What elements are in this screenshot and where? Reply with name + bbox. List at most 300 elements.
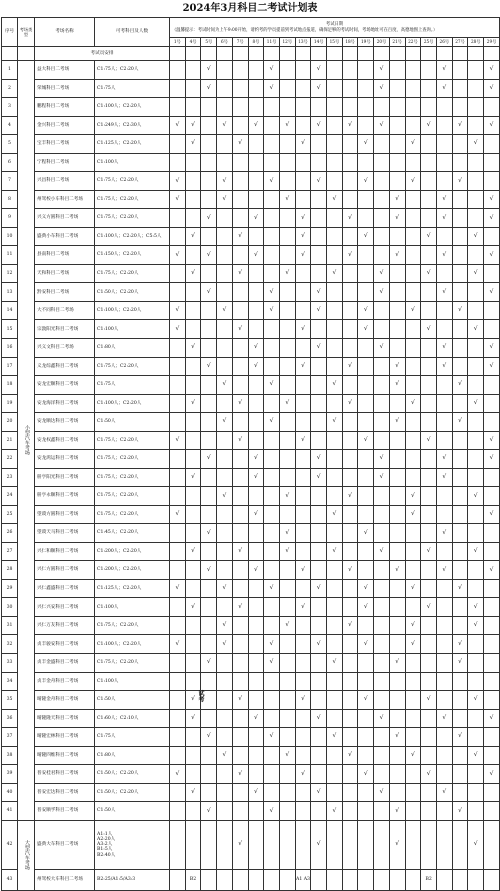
day-cell — [484, 654, 500, 673]
venue-capacity: C1:50人；C2:20人 — [95, 283, 170, 302]
day-cell — [248, 746, 264, 765]
venue-name: 宗敦阳光科目二考场 — [35, 320, 95, 339]
day-cell: √ — [201, 802, 217, 821]
day-cell — [342, 413, 358, 432]
day-cell: √ — [358, 301, 374, 320]
venue-capacity: C1:75人；C2:20人 — [95, 654, 170, 673]
day-cell — [295, 468, 311, 487]
day-cell — [484, 579, 500, 598]
day-cell — [358, 190, 374, 209]
venue-capacity: C1:100人；C2:20人；C5:5人 — [95, 227, 170, 246]
day-cell — [279, 413, 295, 432]
day-cell — [327, 691, 343, 710]
day-cell — [201, 301, 217, 320]
day-cell — [232, 61, 248, 80]
day-cell — [405, 450, 421, 469]
day-cell — [264, 264, 280, 283]
day-cell — [421, 209, 437, 228]
day-cell — [468, 190, 484, 209]
day-cell — [421, 135, 437, 154]
day-cell — [232, 413, 248, 432]
day-cell: √ — [468, 542, 484, 561]
day-cell — [311, 561, 327, 580]
venue-name: 兴仁和顺科目二考场 — [35, 542, 95, 561]
day-cell — [389, 116, 405, 135]
day-cell: √ — [484, 190, 500, 209]
day-cell — [295, 301, 311, 320]
day-cell — [264, 98, 280, 117]
day-cell: √ — [468, 264, 484, 283]
day-cell: √ — [342, 487, 358, 506]
venue-name: 安龙鸿运科目二考场 — [35, 450, 95, 469]
table-row — [2, 505, 500, 524]
day-cell — [217, 153, 233, 172]
day-cell — [327, 431, 343, 450]
day-cell — [436, 765, 452, 784]
day-header: 29号 — [484, 38, 500, 47]
day-cell — [421, 561, 437, 580]
day-cell: √ — [421, 765, 437, 784]
day-cell — [248, 172, 264, 191]
day-cell — [185, 450, 201, 469]
day-cell: √ — [374, 116, 390, 135]
capacity-line: A1:1人 — [97, 831, 113, 837]
venue-name: 普安顺孚科目二考场 — [35, 802, 95, 821]
day-cell — [484, 802, 500, 821]
day-cell — [279, 61, 295, 80]
day-cell — [358, 376, 374, 395]
day-cell — [264, 505, 280, 524]
day-cell — [374, 691, 390, 710]
day-cell: √ — [389, 802, 405, 821]
day-cell — [279, 431, 295, 450]
day-cell — [358, 746, 374, 765]
day-cell: √ — [468, 320, 484, 339]
day-cell — [374, 320, 390, 339]
day-cell — [468, 450, 484, 469]
day-cell: √ — [342, 116, 358, 135]
day-cell: √ — [201, 561, 217, 580]
day-cell: √ — [484, 561, 500, 580]
day-cell: √ — [264, 376, 280, 395]
day-cell: √ — [358, 579, 374, 598]
day-cell — [295, 524, 311, 543]
day-cell: √ — [248, 505, 264, 524]
day-cell — [201, 413, 217, 432]
venue-capacity: C1:100人；C2:20人 — [95, 635, 170, 654]
day-cell — [374, 869, 390, 890]
day-cell — [279, 654, 295, 673]
day-cell — [452, 135, 468, 154]
day-cell — [468, 357, 484, 376]
row-no: 12 — [2, 264, 18, 283]
day-cell — [295, 542, 311, 561]
venue-capacity: C1:100人；C2:20人 — [95, 98, 170, 117]
day-cell — [295, 413, 311, 432]
day-cell: √ — [327, 802, 343, 821]
day-cell: √ — [217, 413, 233, 432]
day-cell — [484, 672, 500, 691]
day-cell — [452, 783, 468, 802]
day-cell: √ — [201, 728, 217, 747]
day-cell — [295, 450, 311, 469]
day-cell — [342, 598, 358, 617]
day-cell — [484, 487, 500, 506]
venue-capacity: C1:75人；C2:20人 — [95, 616, 170, 635]
day-cell: √ — [468, 487, 484, 506]
day-cell — [452, 598, 468, 617]
day-cell — [264, 746, 280, 765]
venue-capacity: C1:75人；C2:20人 — [95, 61, 170, 80]
table-row — [2, 190, 500, 209]
row-no: 34 — [2, 672, 18, 691]
section-cell — [248, 47, 264, 61]
day-cell — [374, 135, 390, 154]
day-cell — [436, 691, 452, 710]
day-cell — [342, 802, 358, 821]
day-cell: √ — [232, 394, 248, 413]
day-cell: √ — [311, 783, 327, 802]
table-row — [2, 79, 500, 98]
day-cell — [342, 709, 358, 728]
section-label: 考试员安排 — [35, 47, 170, 61]
day-cell — [436, 672, 452, 691]
capacity-line: A2:20人 — [97, 836, 116, 842]
venue-capacity: B2:25/A1:5/A3:3 — [95, 869, 170, 890]
day-cell — [389, 579, 405, 598]
day-cell — [421, 746, 437, 765]
day-cell: √ — [421, 431, 437, 450]
day-cell — [185, 672, 201, 691]
venue-capacity: C1:125人；C2:20人 — [95, 135, 170, 154]
day-cell — [185, 635, 201, 654]
day-cell — [452, 246, 468, 265]
day-cell: √ — [374, 709, 390, 728]
day-cell: B2 — [421, 869, 437, 890]
day-cell — [421, 376, 437, 395]
venue-capacity: C1:75人；C2:20人 — [95, 190, 170, 209]
day-cell — [295, 283, 311, 302]
day-cell — [358, 802, 374, 821]
day-cell: √ — [405, 746, 421, 765]
day-cell: √ — [452, 635, 468, 654]
day-cell — [185, 654, 201, 673]
day-cell — [217, 227, 233, 246]
day-cell — [170, 524, 186, 543]
day-cell — [279, 153, 295, 172]
day-cell — [201, 598, 217, 617]
header-name: 考场名称 — [35, 18, 95, 47]
day-cell — [358, 616, 374, 635]
day-cell — [232, 301, 248, 320]
day-cell — [232, 505, 248, 524]
day-cell — [342, 869, 358, 890]
day-cell — [311, 524, 327, 543]
table-row — [2, 301, 500, 320]
day-cell — [264, 209, 280, 228]
day-cell — [484, 598, 500, 617]
day-cell: √ — [436, 338, 452, 357]
day-cell — [484, 227, 500, 246]
day-cell: √ — [468, 691, 484, 710]
day-cell: √ — [484, 283, 500, 302]
day-cell — [311, 487, 327, 506]
day-cell: √ — [358, 320, 374, 339]
day-cell — [342, 61, 358, 80]
day-cell: √ — [201, 283, 217, 302]
day-cell — [436, 728, 452, 747]
day-cell — [484, 264, 500, 283]
day-cell — [295, 116, 311, 135]
day-cell: √ — [468, 598, 484, 617]
day-cell: √ — [374, 283, 390, 302]
day-cell: √ — [264, 79, 280, 98]
day-cell — [217, 283, 233, 302]
day-cell — [232, 802, 248, 821]
day-cell — [295, 153, 311, 172]
day-cell — [421, 524, 437, 543]
row-no: 20 — [2, 413, 18, 432]
day-cell — [185, 98, 201, 117]
day-cell: √ — [295, 246, 311, 265]
section-cell — [279, 47, 295, 61]
day-cell: √ — [185, 227, 201, 246]
table-row — [2, 869, 500, 890]
venue-name: 黔安科目二考场 — [35, 283, 95, 302]
row-no: 27 — [2, 542, 18, 561]
row-no: 21 — [2, 431, 18, 450]
day-cell: √ — [217, 301, 233, 320]
table-row — [2, 376, 500, 395]
day-cell — [468, 79, 484, 98]
day-cell — [484, 691, 500, 710]
day-cell: √ — [295, 598, 311, 617]
day-cell: √ — [389, 413, 405, 432]
day-cell — [452, 746, 468, 765]
table-row — [2, 153, 500, 172]
day-cell: B2 — [185, 869, 201, 890]
day-cell — [170, 468, 186, 487]
row-no: 16 — [2, 338, 18, 357]
day-cell — [327, 172, 343, 191]
day-cell — [468, 61, 484, 80]
day-cell — [311, 246, 327, 265]
venue-name: 兴仁鑫盛科目二考场 — [35, 579, 95, 598]
day-cell: √ — [170, 505, 186, 524]
row-no: 8 — [2, 190, 18, 209]
day-cell — [405, 802, 421, 821]
day-header: 27号 — [452, 38, 468, 47]
day-cell — [327, 320, 343, 339]
row-no: 4 — [2, 116, 18, 135]
table-row — [2, 61, 500, 80]
row-no: 10 — [2, 227, 18, 246]
day-cell — [264, 227, 280, 246]
day-cell: √ — [311, 79, 327, 98]
day-cell: √ — [436, 283, 452, 302]
day-cell: √ — [436, 209, 452, 228]
day-cell — [217, 264, 233, 283]
day-cell — [217, 338, 233, 357]
day-cell — [374, 765, 390, 784]
day-cell — [468, 413, 484, 432]
day-cell: √ — [170, 579, 186, 598]
row-no: 3 — [2, 98, 18, 117]
day-cell — [327, 283, 343, 302]
day-cell: √ — [201, 209, 217, 228]
day-cell — [342, 783, 358, 802]
table-row — [2, 246, 500, 265]
day-cell — [232, 338, 248, 357]
table-row — [2, 635, 500, 654]
day-cell — [436, 394, 452, 413]
table-row — [2, 468, 500, 487]
day-cell — [264, 616, 280, 635]
day-cell — [217, 869, 233, 890]
day-cell: √ — [279, 190, 295, 209]
day-cell — [358, 357, 374, 376]
day-cell: √ — [468, 394, 484, 413]
day-cell — [264, 765, 280, 784]
day-cell — [232, 635, 248, 654]
day-cell — [484, 728, 500, 747]
day-cell — [405, 561, 421, 580]
day-cell — [436, 301, 452, 320]
day-cell — [389, 542, 405, 561]
row-no: 23 — [2, 468, 18, 487]
day-cell — [342, 728, 358, 747]
day-cell: √ — [248, 209, 264, 228]
day-cell: √ — [217, 172, 233, 191]
day-cell — [217, 691, 233, 710]
day-cell — [201, 190, 217, 209]
day-cell — [201, 616, 217, 635]
day-cell: √ — [342, 561, 358, 580]
day-cell — [232, 869, 248, 890]
day-cell — [374, 616, 390, 635]
day-cell — [264, 431, 280, 450]
day-cell: √ — [311, 301, 327, 320]
day-cell — [342, 376, 358, 395]
day-cell — [264, 450, 280, 469]
day-cell — [185, 283, 201, 302]
day-cell — [185, 246, 201, 265]
day-header: 13号 — [295, 38, 311, 47]
day-cell — [327, 135, 343, 154]
day-cell — [484, 635, 500, 654]
day-cell — [279, 561, 295, 580]
day-header: 15号 — [327, 38, 343, 47]
day-cell — [468, 172, 484, 191]
day-cell: √ — [264, 283, 280, 302]
day-cell: √ — [311, 635, 327, 654]
day-cell — [389, 709, 405, 728]
day-cell — [295, 672, 311, 691]
day-cell — [374, 561, 390, 580]
day-cell — [264, 487, 280, 506]
day-cell — [264, 153, 280, 172]
day-cell — [217, 98, 233, 117]
day-cell: √ — [295, 320, 311, 339]
day-cell: √ — [311, 579, 327, 598]
day-cell — [185, 524, 201, 543]
day-cell: √ — [264, 301, 280, 320]
day-cell — [170, 542, 186, 561]
day-cell — [295, 802, 311, 821]
day-cell: √ — [279, 264, 295, 283]
day-cell — [421, 672, 437, 691]
day-cell — [405, 524, 421, 543]
day-cell: √ — [405, 172, 421, 191]
day-cell — [452, 450, 468, 469]
day-cell — [452, 672, 468, 691]
day-cell — [295, 338, 311, 357]
day-cell — [295, 746, 311, 765]
day-cell — [405, 246, 421, 265]
day-cell — [389, 153, 405, 172]
header-no: 序号 — [2, 18, 18, 47]
day-cell — [264, 672, 280, 691]
day-cell — [232, 561, 248, 580]
day-cell — [452, 79, 468, 98]
row-no: 32 — [2, 635, 18, 654]
day-cell — [264, 320, 280, 339]
day-cell — [311, 598, 327, 617]
table-row — [2, 320, 500, 339]
day-header: 12号 — [279, 38, 295, 47]
day-cell: √ — [436, 190, 452, 209]
table-row — [2, 98, 500, 117]
day-cell — [358, 487, 374, 506]
row-no: 41 — [2, 802, 18, 821]
table-row — [2, 802, 500, 821]
day-cell — [170, 869, 186, 890]
day-cell — [170, 672, 186, 691]
day-cell — [468, 376, 484, 395]
day-cell — [452, 338, 468, 357]
row-no: 33 — [2, 654, 18, 673]
day-cell — [358, 468, 374, 487]
day-cell — [342, 135, 358, 154]
section-no — [2, 47, 18, 61]
day-cell — [405, 190, 421, 209]
day-cell — [327, 598, 343, 617]
day-header: 26号 — [436, 38, 452, 47]
row-no: 43 — [2, 869, 18, 890]
venue-capacity: C1:75人；C2:20人 — [95, 172, 170, 191]
section-cell — [201, 47, 217, 61]
day-cell — [342, 654, 358, 673]
day-cell — [295, 487, 311, 506]
day-cell — [248, 765, 264, 784]
day-cell — [436, 579, 452, 598]
day-cell — [311, 869, 327, 890]
day-cell — [389, 616, 405, 635]
header-dates — [170, 18, 500, 38]
day-cell — [374, 153, 390, 172]
day-cell — [358, 561, 374, 580]
day-cell — [170, 338, 186, 357]
day-cell: √ — [342, 394, 358, 413]
day-cell — [279, 135, 295, 154]
day-header: 7号 — [232, 38, 248, 47]
day-cell — [452, 61, 468, 80]
day-cell — [170, 561, 186, 580]
section-cell — [327, 47, 343, 61]
day-cell — [389, 783, 405, 802]
day-cell: √ — [248, 246, 264, 265]
row-no: 5 — [2, 135, 18, 154]
